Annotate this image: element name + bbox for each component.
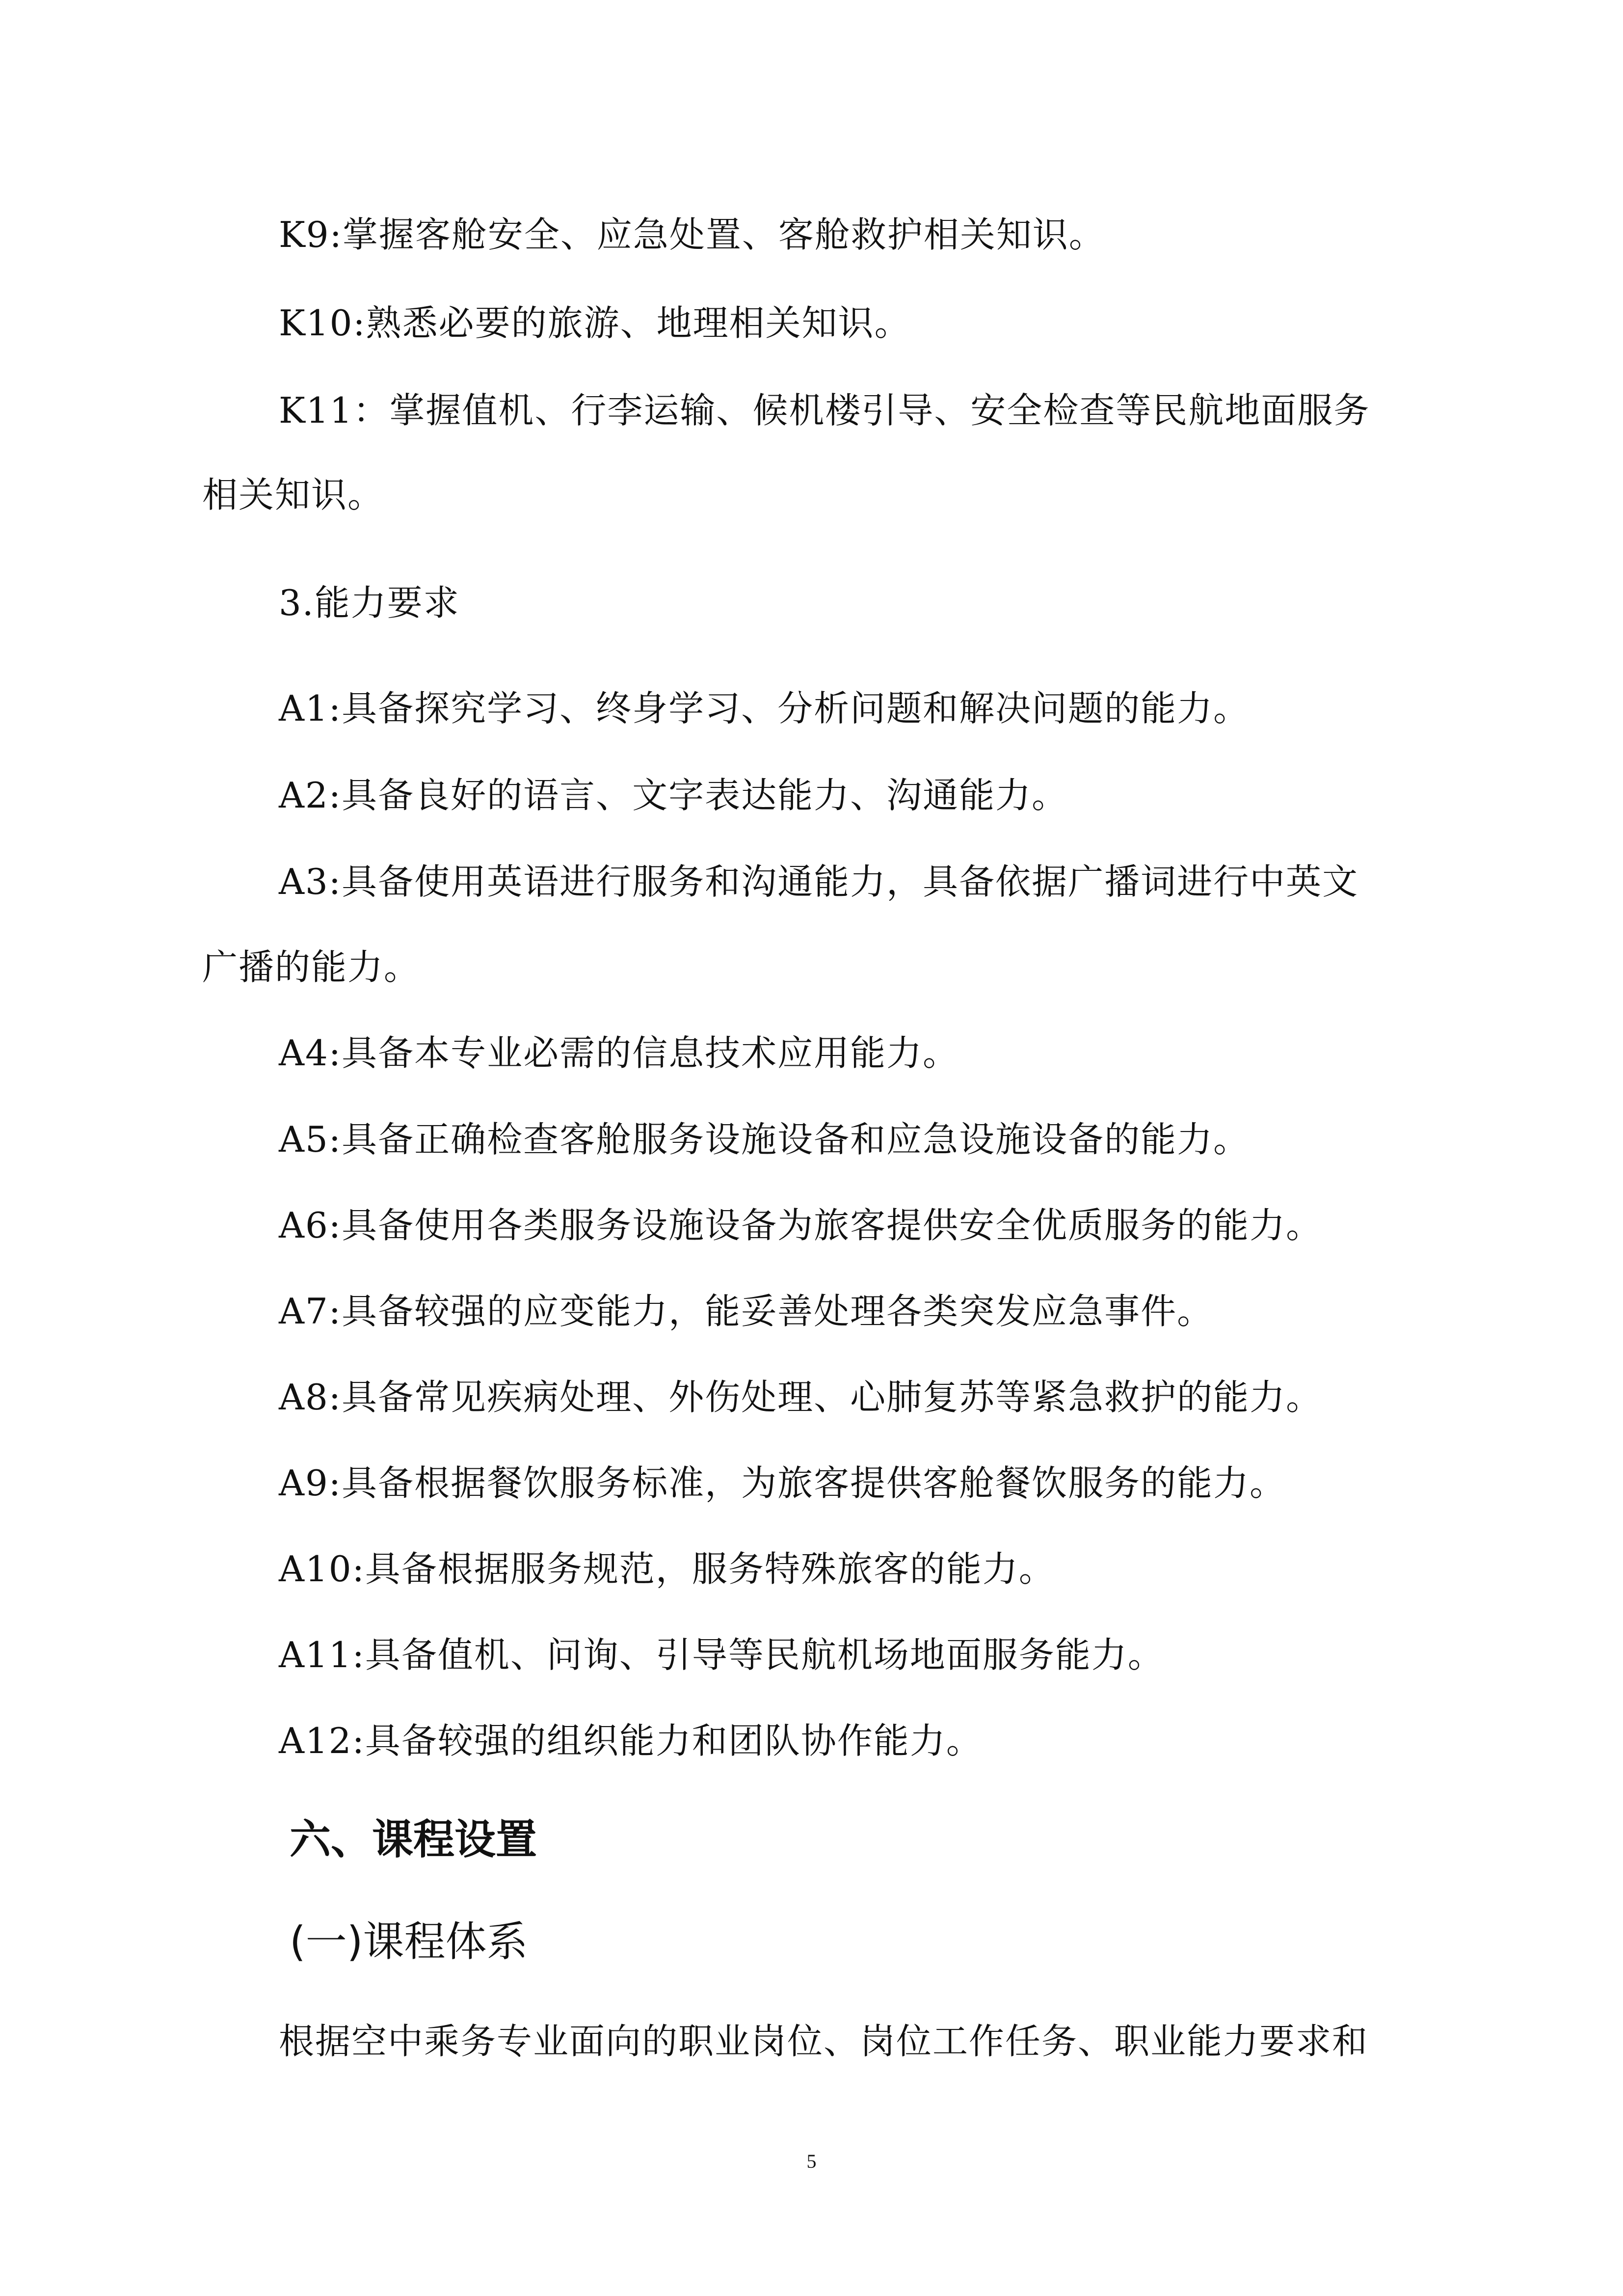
ability-item-a11: A11:具备值机、问询、引导等民航机场地面服务能力。 — [279, 1634, 1164, 1675]
knowledge-item-k10: K10:熟悉必要的旅游、地理相关知识。 — [279, 302, 911, 344]
ability-section-title: 3.能力要求 — [279, 582, 460, 623]
ability-item-a8: A8:具备常见疾病处理、外伤处理、心肺复苏等紧急救护的能力。 — [279, 1377, 1323, 1418]
ability-item-a2: A2:具备良好的语言、文字表达能力、沟通能力。 — [279, 775, 1068, 816]
ability-item-a10: A10:具备根据服务规范，服务特殊旅客的能力。 — [279, 1548, 1055, 1590]
ability-item-a12: A12:具备较强的组织能力和团队协作能力。 — [279, 1720, 983, 1761]
ability-item-a1: A1:具备探究学习、终身学习、分析问题和解决问题的能力。 — [279, 688, 1250, 729]
knowledge-item-k9: K9:掌握客舱安全、应急处置、客舱救护相关知识。 — [279, 214, 1105, 255]
ability-item-a5: A5:具备正确检查客舱服务设施设备和应急设施设备的能力。 — [279, 1119, 1250, 1160]
page-number: 5 — [806, 2150, 817, 2172]
knowledge-item-k11: K11：掌握值机、行李运输、候机楼引导、安全检查等民航地面服务 — [279, 390, 1370, 431]
knowledge-item-k11-continued: 相关知识。 — [202, 474, 384, 515]
ability-item-a7: A7:具备较强的应变能力，能妥善处理各类突发应急事件。 — [279, 1291, 1214, 1332]
ability-item-a6: A6:具备使用各类服务设施设备为旅客提供安全优质服务的能力。 — [279, 1205, 1323, 1246]
ability-item-a9: A9:具备根据餐饮服务标准，为旅客提供客舱餐饮服务的能力。 — [279, 1462, 1286, 1504]
curriculum-paragraph-start: 根据空中乘务专业面向的职业岗位、岗位工作任务、职业能力要求和 — [279, 2021, 1369, 2062]
section-six-heading: 六、课程设置 — [290, 1815, 537, 1864]
curriculum-system-subheading: (一)课程体系 — [290, 1918, 528, 1966]
ability-item-a4: A4:具备本专业必需的信息技术应用能力。 — [279, 1032, 959, 1074]
ability-item-a3-continued: 广播的能力。 — [202, 946, 421, 988]
ability-item-a3: A3:具备使用英语进行服务和沟通能力，具备依据广播词进行中英文 — [279, 861, 1359, 902]
